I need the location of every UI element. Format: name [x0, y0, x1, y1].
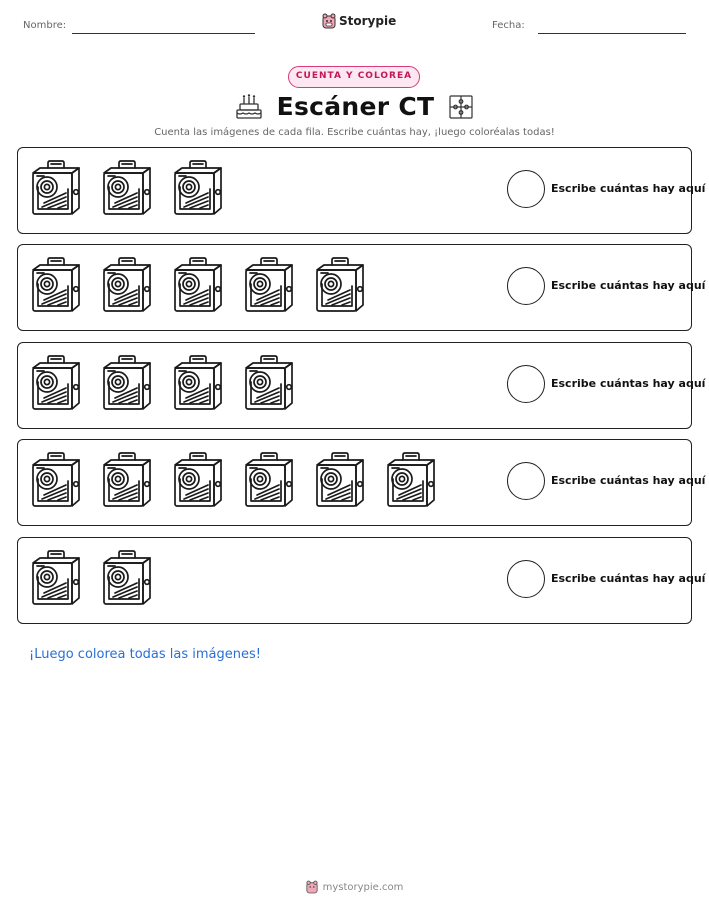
footer — [0, 880, 709, 894]
camera-icon — [314, 451, 366, 509]
camera-icon — [101, 159, 153, 217]
camera-icon — [243, 256, 295, 314]
camera-icon — [101, 549, 153, 607]
answer-label: Escribe cuántas hay aquí — [551, 182, 706, 195]
count-row — [17, 244, 706, 331]
title-row — [0, 92, 709, 121]
camera-icon — [172, 256, 224, 314]
camera-icon — [101, 256, 153, 314]
camera-group — [30, 451, 437, 509]
answer-label: Escribe cuántas hay aquí — [551, 572, 706, 585]
name-field[interactable] — [72, 33, 255, 34]
name-label: Nombre: — [23, 20, 67, 31]
camera-group — [30, 159, 224, 217]
camera-icon — [385, 451, 437, 509]
page-title: Escáner CT — [276, 92, 435, 121]
camera-icon — [172, 159, 224, 217]
answer-label: Escribe cuántas hay aquí — [551, 474, 706, 487]
camera-group — [30, 256, 366, 314]
camera-icon — [30, 256, 82, 314]
storypie-logo — [322, 13, 396, 29]
camera-icon — [172, 354, 224, 412]
camera-icon — [101, 451, 153, 509]
camera-icon — [101, 354, 153, 412]
camera-icon — [30, 451, 82, 509]
puzzle-icon — [448, 94, 474, 120]
footer-url: mystorypie.com — [322, 881, 404, 893]
camera-icon — [30, 159, 82, 217]
answer-label: Escribe cuántas hay aquí — [551, 377, 706, 390]
count-row — [17, 537, 706, 624]
logo-text: Storypie — [339, 14, 397, 28]
camera-icon — [243, 451, 295, 509]
answer-circle[interactable] — [507, 560, 545, 598]
camera-icon — [30, 354, 82, 412]
count-row — [17, 147, 706, 234]
date-field[interactable] — [538, 33, 686, 34]
camera-icon — [243, 354, 295, 412]
camera-icon — [314, 256, 366, 314]
camera-icon — [172, 451, 224, 509]
count-row — [17, 439, 706, 526]
storypie-mascot-icon — [306, 880, 318, 894]
answer-circle[interactable] — [507, 267, 545, 305]
date-label: Fecha: — [492, 20, 525, 31]
answer-circle[interactable] — [507, 462, 545, 500]
activity-badge: CUENTA Y COLOREA — [288, 66, 420, 88]
count-row — [17, 342, 706, 429]
storypie-mascot-icon — [322, 13, 336, 29]
birthday-cake-icon — [235, 94, 263, 120]
answer-circle[interactable] — [507, 170, 545, 208]
coloring-instruction: ¡Luego colorea todas las imágenes! — [29, 647, 261, 662]
page-subtitle: Cuenta las imágenes de cada fila. Escribe cuántas hay, ¡luego coloréalas todas! — [154, 127, 555, 138]
camera-group — [30, 354, 295, 412]
camera-group — [30, 549, 153, 607]
answer-circle[interactable] — [507, 365, 545, 403]
camera-icon — [30, 549, 82, 607]
answer-label: Escribe cuántas hay aquí — [551, 279, 706, 292]
